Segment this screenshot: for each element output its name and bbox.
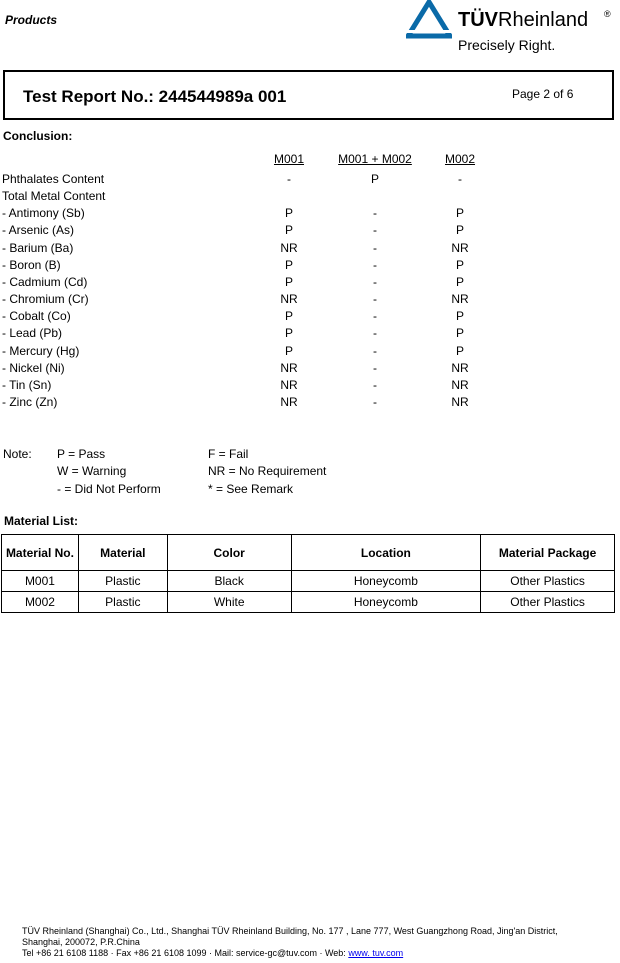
- conclusion-row-value: NR: [451, 361, 469, 375]
- conclusion-row-value: P: [284, 258, 294, 272]
- header-location: Location: [291, 535, 481, 571]
- header-material-package: Material Package: [481, 535, 615, 571]
- note-warning: W = Warning: [57, 464, 127, 478]
- conclusion-row-value: P: [284, 275, 294, 289]
- cell-material-no: M002: [2, 592, 79, 613]
- conclusion-row-value: P: [284, 326, 294, 340]
- conclusion-row-value: NR: [280, 361, 298, 375]
- conclusion-row-value: NR: [280, 378, 298, 392]
- conclusion-row-value: -: [373, 258, 377, 272]
- conclusion-row-value: -: [287, 172, 291, 186]
- conclusion-row-label: - Lead (Pb): [2, 326, 63, 340]
- report-title: Test Report No.: 244544989a 001: [23, 87, 287, 106]
- cell-material-package: Other Plastics: [481, 571, 615, 592]
- material-list-table: [1, 534, 615, 613]
- header-material-no: Material No.: [2, 535, 79, 571]
- conclusion-row-label: - Barium (Ba): [2, 241, 74, 255]
- header-material: Material: [78, 535, 167, 571]
- conclusion-row-label: - Mercury (Hg): [2, 344, 80, 358]
- footer-address-line-2: Shanghai, 200072, P.R.China: [22, 937, 140, 947]
- conclusion-row-value: -: [373, 309, 377, 323]
- table-row: [2, 592, 615, 613]
- note-pass: P = Pass: [57, 447, 106, 461]
- note-fail: F = Fail: [208, 447, 249, 461]
- note-did-not-perform: - = Did Not Perform: [57, 482, 161, 496]
- conclusion-row-value: P: [284, 206, 294, 220]
- cell-color: Black: [167, 571, 291, 592]
- footer-address-line-1: TÜV Rheinland (Shanghai) Co., Ltd., Shanghai TÜV Rheinland Building, No. 177 , Lane 777, West Guangzhong Road, Jing'an District,: [22, 926, 558, 936]
- cell-material: Plastic: [78, 592, 167, 613]
- note-no-requirement: NR = No Requirement: [208, 464, 327, 478]
- cell-material: Plastic: [78, 571, 167, 592]
- conclusion-row-label: - Tin (Sn): [2, 378, 52, 392]
- table-header-row: [2, 535, 615, 571]
- conclusion-row-value: -: [373, 344, 377, 358]
- conclusion-row-value: -: [373, 361, 377, 375]
- conclusion-row-value: -: [373, 223, 377, 237]
- conclusion-row-value: P: [284, 344, 294, 358]
- conclusion-row-label: - Boron (B): [2, 258, 61, 272]
- conclusion-row-label: - Zinc (Zn): [2, 395, 58, 409]
- conclusion-row-value: P: [455, 223, 465, 237]
- conclusion-row-value: -: [458, 172, 462, 186]
- conclusion-row-label: - Cobalt (Co): [2, 309, 71, 323]
- conclusion-row-value: P: [370, 172, 380, 186]
- footer: [22, 926, 612, 959]
- conclusion-row-value: P: [455, 309, 465, 323]
- tuv-triangle-logo-icon: [406, 0, 452, 40]
- conclusion-row-label: - Arsenic (As): [2, 223, 75, 237]
- conclusion-row-label: - Antimony (Sb): [2, 206, 85, 220]
- conclusion-row-value: -: [373, 326, 377, 340]
- conclusion-row-value: NR: [451, 241, 469, 255]
- conclusion-row-value: NR: [280, 292, 298, 306]
- material-list-heading: Material List:: [4, 514, 79, 528]
- conclusion-row-value: NR: [280, 395, 298, 409]
- products-label: Products: [5, 13, 58, 27]
- page-number: Page 2 of 6: [512, 87, 574, 101]
- conclusion-row-value: NR: [451, 292, 469, 306]
- conclusion-row-label: - Chromium (Cr): [2, 292, 89, 306]
- conclusion-row-label: - Nickel (Ni): [2, 361, 65, 375]
- conclusion-row-value: -: [373, 292, 377, 306]
- conclusion-row-label: - Cadmium (Cd): [2, 275, 88, 289]
- conclusion-row-value: P: [455, 275, 465, 289]
- conclusion-heading: Conclusion:: [3, 129, 73, 143]
- conclusion-row-value: -: [373, 395, 377, 409]
- footer-contact-line: [22, 948, 612, 959]
- cell-location: Honeycomb: [291, 571, 481, 592]
- conclusion-row-value: NR: [451, 395, 469, 409]
- column-header-m002: M002: [444, 152, 476, 166]
- brand-name: TÜVRheinland: [458, 9, 589, 31]
- header-color: Color: [167, 535, 291, 571]
- cell-material-package: Other Plastics: [481, 592, 615, 613]
- registered-mark: ®: [604, 9, 611, 19]
- footer-contact-text: Tel +86 21 6108 1188 · Fax +86 21 6108 1099 · Mail: service-gc@tuv.com · Web:: [22, 948, 349, 958]
- conclusion-row-value: NR: [451, 378, 469, 392]
- conclusion-row-value: -: [373, 378, 377, 392]
- conclusion-row-value: NR: [280, 241, 298, 255]
- column-header-m001: M001: [273, 152, 305, 166]
- note-label: Note:: [3, 447, 32, 461]
- conclusion-row-value: P: [455, 344, 465, 358]
- conclusion-row-label: Total Metal Content: [2, 189, 106, 203]
- conclusion-row-value: -: [373, 241, 377, 255]
- conclusion-row-value: P: [284, 309, 294, 323]
- table-row: [2, 571, 615, 592]
- footer-web-link[interactable]: www. tuv.com: [348, 948, 404, 958]
- note-see-remark: * = See Remark: [208, 482, 294, 496]
- conclusion-row-value: -: [373, 206, 377, 220]
- conclusion-row-value: P: [455, 258, 465, 272]
- cell-material-no: M001: [2, 571, 79, 592]
- cell-color: White: [167, 592, 291, 613]
- conclusion-row-value: -: [373, 275, 377, 289]
- conclusion-row-value: P: [284, 223, 294, 237]
- cell-location: Honeycomb: [291, 592, 481, 613]
- conclusion-row-value: P: [455, 326, 465, 340]
- conclusion-row-label: Phthalates Content: [2, 172, 105, 186]
- conclusion-row-value: P: [455, 206, 465, 220]
- column-header-m001-m002: M001 + M002: [338, 152, 412, 166]
- brand-slogan: Precisely Right.: [458, 37, 556, 53]
